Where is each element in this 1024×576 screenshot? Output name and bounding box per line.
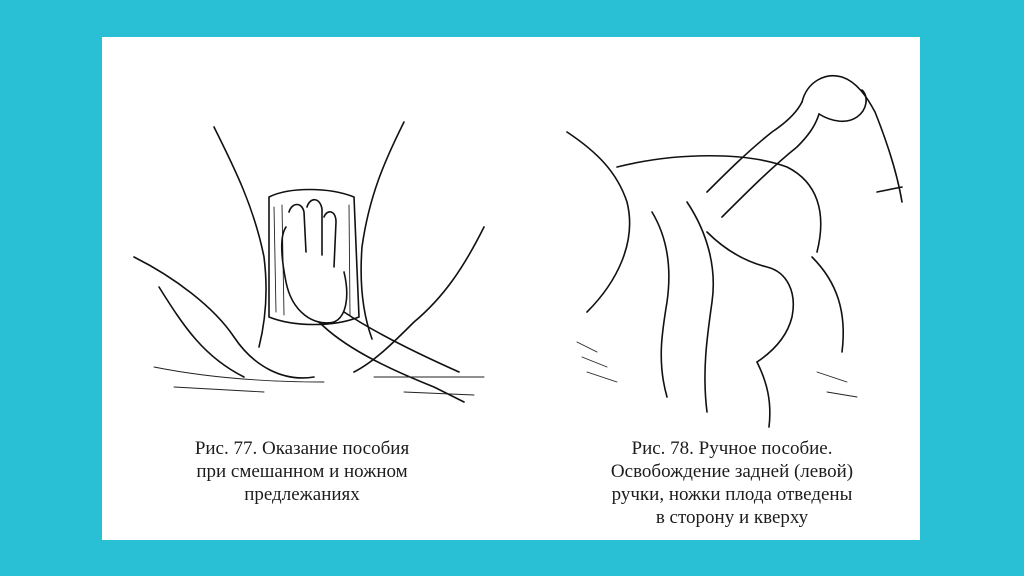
caption-line: предлежаниях	[244, 484, 360, 505]
caption-line: в сторону и кверху	[655, 507, 809, 528]
caption-line: Рис. 78. Ручное пособие.	[631, 438, 833, 459]
caption-line: Рис. 77. Оказание пособия	[194, 438, 410, 459]
figure-78-illustration	[557, 52, 907, 442]
figure-78-caption	[572, 437, 892, 529]
illustration-page	[102, 37, 920, 540]
caption-line: при смешанном и ножном	[196, 461, 408, 482]
caption-line: ручки, ножки плода отведены	[611, 484, 853, 505]
figure-77-illustration	[114, 77, 494, 417]
caption-line: Освобождение задней (левой)	[610, 461, 854, 482]
figure-77-caption	[162, 437, 442, 506]
